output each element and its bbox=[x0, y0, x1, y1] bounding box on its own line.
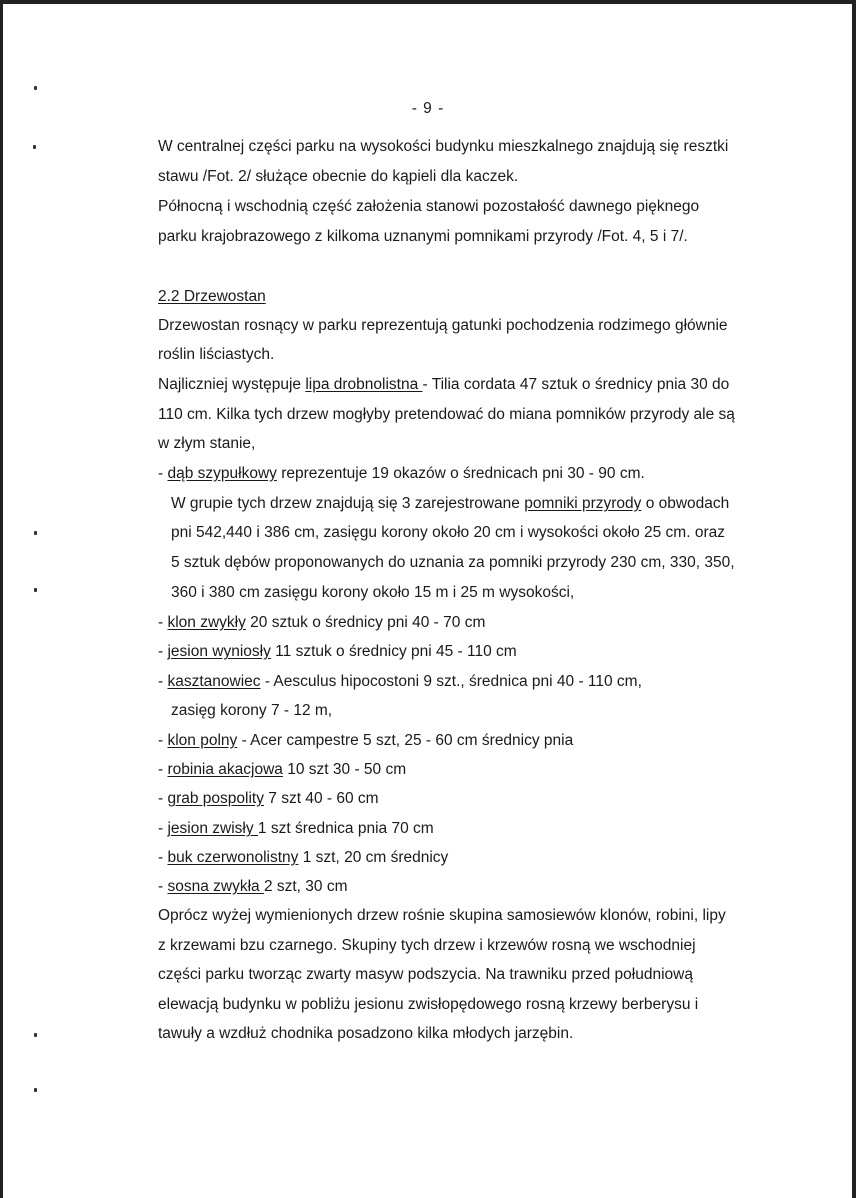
text-run: - Aesculus hipocostoni 9 szt., średnica pni 40 - 110 cm, bbox=[260, 673, 642, 690]
list-item bbox=[158, 789, 379, 809]
list-item bbox=[158, 672, 642, 692]
scan-speck bbox=[34, 1088, 37, 1092]
list-item-oak bbox=[158, 464, 645, 484]
paragraph-line: 110 cm. Kilka tych drzew mogłyby pretendować do miana pomników przyrody ale są bbox=[158, 406, 735, 423]
paragraph-line: w złym stanie, bbox=[158, 435, 256, 452]
scan-speck bbox=[33, 145, 36, 149]
list-item-continuation: zasięg korony 7 - 12 m, bbox=[171, 702, 333, 719]
species-term: kasztanowiec bbox=[167, 673, 261, 690]
species-term: klon zwykły bbox=[167, 614, 246, 631]
text-run: - Tilia cordata 47 sztuk o średnicy pnia 30 do bbox=[422, 376, 730, 393]
text-run: Najliczniej występuje bbox=[158, 376, 306, 393]
section-heading: 2.2 Drzewostan bbox=[158, 288, 266, 305]
list-item bbox=[158, 731, 573, 751]
text-run: 10 szt 30 - 50 cm bbox=[282, 761, 407, 778]
list-item bbox=[158, 642, 517, 662]
list-item-continuation bbox=[171, 494, 729, 514]
species-term: dąb szypułkowy bbox=[167, 465, 277, 482]
species-term: lipa drobnolistna bbox=[305, 376, 423, 393]
scan-speck bbox=[34, 588, 37, 592]
list-dash: - bbox=[158, 820, 168, 837]
list-item bbox=[158, 819, 434, 839]
text-run: 1 szt, 20 cm średnicy bbox=[298, 849, 449, 866]
species-term: grab pospolity bbox=[167, 790, 264, 807]
list-dash: - bbox=[158, 790, 168, 807]
list-item bbox=[158, 848, 448, 868]
list-dash: - bbox=[158, 761, 168, 778]
list-dash: - bbox=[158, 465, 168, 482]
list-dash: - bbox=[158, 732, 168, 749]
scan-border-top bbox=[0, 0, 856, 4]
list-dash: - bbox=[158, 849, 168, 866]
intro-line: stawu /Fot. 2/ służące obecnie do kąpieli dla kaczek. bbox=[158, 168, 519, 185]
paragraph-line: Drzewostan rosnący w parku reprezentują gatunki pochodzenia rodzimego głównie bbox=[158, 317, 728, 334]
species-term: buk czerwonolistny bbox=[167, 849, 299, 866]
list-dash: - bbox=[158, 614, 168, 631]
text-run: 7 szt 40 - 60 cm bbox=[263, 790, 379, 807]
page-number: - 9 - bbox=[411, 100, 445, 117]
closing-line: tawuły a wzdłuż chodnika posadzono kilka młodych jarzębin. bbox=[158, 1025, 574, 1042]
intro-line: parku krajobrazowego z kilkoma uznanymi pomnikami przyrody /Fot. 4, 5 i 7/. bbox=[158, 228, 688, 245]
intro-line: Północną i wschodnią część założenia stanowi pozostałość dawnego pięknego bbox=[158, 198, 700, 215]
scan-speck bbox=[34, 1033, 37, 1037]
text-run: reprezentuje 19 okazów o średnicach pni 30 - 90 cm. bbox=[276, 465, 645, 482]
text-run: 11 sztuk o średnicy pni 45 - 110 cm bbox=[270, 643, 517, 660]
list-dash: - bbox=[158, 878, 168, 895]
list-dash: - bbox=[158, 643, 168, 660]
list-dash: - bbox=[158, 673, 168, 690]
species-term: jesion wyniosły bbox=[167, 643, 271, 660]
text-run: o obwodach bbox=[641, 495, 730, 512]
scan-speck bbox=[34, 86, 37, 90]
species-term: klon polny bbox=[167, 732, 238, 749]
list-item-continuation: 360 i 380 cm zasięgu korony około 15 m i 25 m wysokości, bbox=[171, 584, 575, 601]
list-item-continuation: pni 542,440 i 386 cm, zasięgu korony około 20 cm i wysokości około 25 cm. oraz bbox=[171, 524, 725, 541]
scan-speck bbox=[34, 531, 37, 535]
list-item bbox=[158, 877, 348, 897]
list-item bbox=[158, 760, 406, 780]
text-run: - Acer campestre 5 szt, 25 - 60 cm średnicy pnia bbox=[237, 732, 574, 749]
closing-line: Oprócz wyżej wymienionych drzew rośnie skupina samosiewów klonów, robini, lipy bbox=[158, 907, 726, 924]
term: pomniki przyrody bbox=[524, 495, 642, 512]
closing-line: części parku tworząc zwarty masyw podszycia. Na trawniku przed południową bbox=[158, 966, 693, 983]
paragraph-line bbox=[158, 375, 729, 395]
text-run: 20 sztuk o średnicy pni 40 - 70 cm bbox=[245, 614, 486, 631]
text-run: W grupie tych drzew znajdują się 3 zarejestrowane bbox=[171, 495, 525, 512]
closing-line: z krzewami bzu czarnego. Skupiny tych drzew i krzewów rosną we wschodniej bbox=[158, 937, 696, 954]
closing-line: elewacją budynku w pobliżu jesionu zwisłopędowego rosną krzewy berberysu i bbox=[158, 996, 699, 1013]
species-term: robinia akacjowa bbox=[167, 761, 283, 778]
paragraph-line: roślin liściastych. bbox=[158, 346, 275, 363]
species-term: sosna zwykła bbox=[167, 878, 264, 895]
text-run: 2 szt, 30 cm bbox=[263, 878, 348, 895]
intro-line: W centralnej części parku na wysokości budynku mieszkalnego znajdują się resztki bbox=[158, 138, 729, 155]
list-item bbox=[158, 613, 485, 633]
scan-border-left bbox=[0, 0, 3, 1198]
list-item-continuation: 5 sztuk dębów proponowanych do uznania za pomniki przyrody 230 cm, 330, 350, bbox=[171, 554, 735, 571]
species-term: jesion zwisły bbox=[167, 820, 258, 837]
scan-border-right bbox=[852, 0, 856, 1198]
text-run: 1 szt średnica pnia 70 cm bbox=[257, 820, 434, 837]
